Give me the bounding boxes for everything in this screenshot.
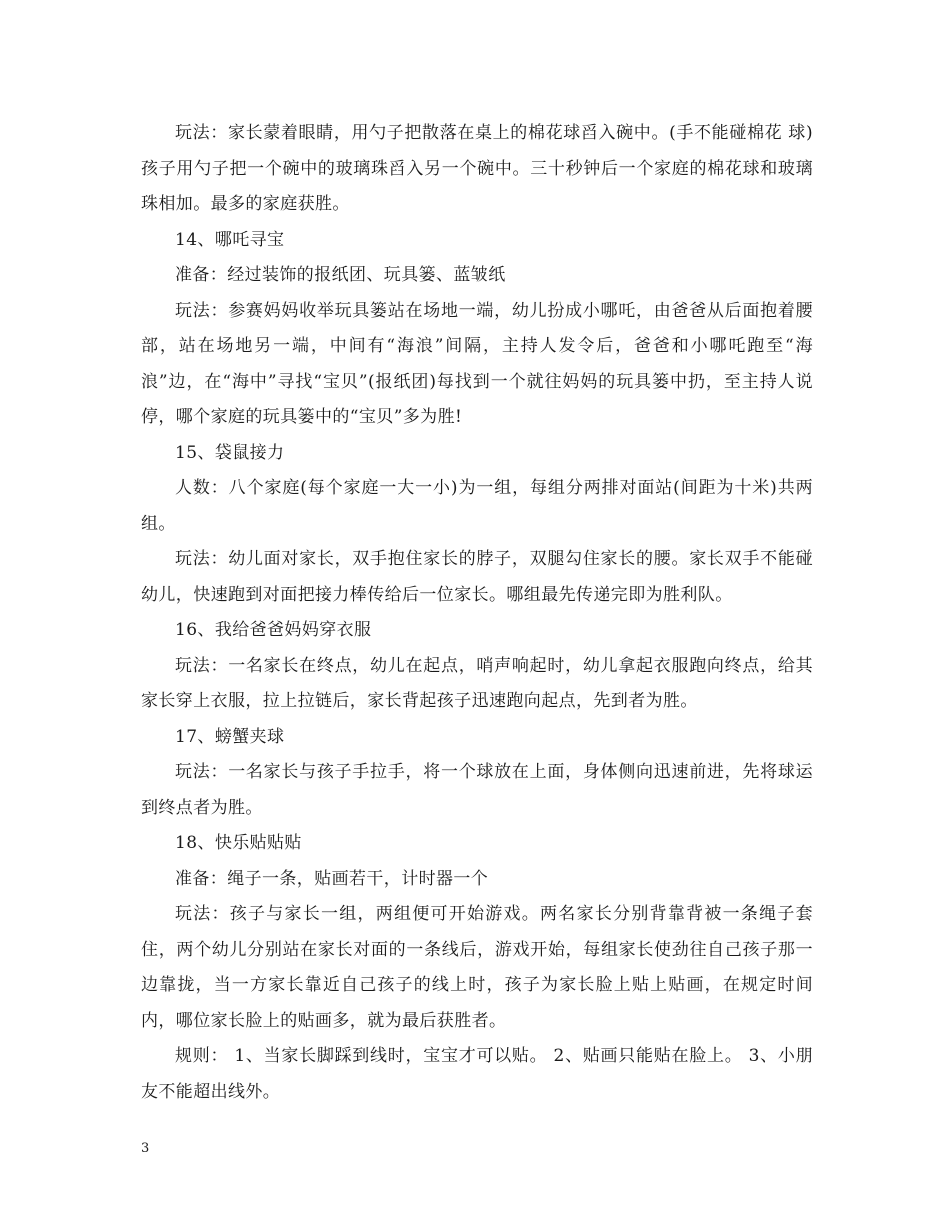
page-body — [141, 116, 813, 1110]
heading-nezha-treasure-hunt: 14、哪吒寻宝 — [175, 229, 285, 250]
paragraph-stickers-rules: 规则： 1、当家长脚踩到线时，宝宝才可以贴。 2、贴画只能贴在脸上。 3、小朋友不能超出线外。 — [141, 1046, 813, 1102]
paragraph-dress-parents-gameplay: 玩法：一名家长在终点，幼儿在起点，哨声响起时，幼儿拿起衣服跑向终点，给其家长穿上衣服，拉上拉链后，家长背起孩子迅速跑向起点，先到者为胜。 — [141, 655, 813, 711]
paragraph-crab-ball-gameplay: 玩法：一名家长与孩子手拉手，将一个球放在上面，身体侧向迅速前进，先将球运到终点者为胜。 — [141, 762, 813, 818]
heading-dress-parents: 16、我给爸爸妈妈穿衣服 — [175, 620, 372, 640]
paragraph-cotton-ball-gameplay: 玩法：家长蒙着眼睛，用勺子把散落在桌上的棉花球舀入碗中。(手不能碰棉花 球)孩子用勺子把一个碗中的玻璃珠舀入另一个碗中。三十秒钟后一个家庭的棉花球和玻璃珠相加。最多的家庭获胜。 — [141, 123, 813, 214]
heading-happy-stickers: 18、快乐贴贴贴 — [175, 833, 302, 853]
heading-crab-ball: 17、螃蟹夹球 — [175, 726, 285, 747]
paragraph-nezha-gameplay: 玩法：参赛妈妈收举玩具篓站在场地一端，幼儿扮成小哪吒，由爸爸从后面抱着腰部，站在场地另一端，中间有“海浪”间隔，主持人发令后，爸爸和小哪吒跑至“海浪”边，在“海中”寻找“宝贝”(报纸团)每找到一个就往妈妈的玩具篓中扔，至主持人说停，哪个家庭的玩具篓中的“宝贝”多为胜! — [141, 300, 813, 427]
paragraph-stickers-preparation: 准备：绳子一条，贴画若干，计时器一个 — [175, 868, 489, 889]
paragraph-kangaroo-participants: 人数：八个家庭(每个家庭一大一小)为一组，每组分两排对面站(间距为十米)共两组。 — [141, 478, 813, 534]
page-number: 3 — [141, 1141, 150, 1156]
paragraph-kangaroo-gameplay: 玩法：幼儿面对家长，双手抱住家长的脖子，双腿勾住家长的腰。家长双手不能碰幼儿，快速跑到对面把接力棒传给后一位家长。哪组最先传递完即为胜利队。 — [141, 549, 813, 605]
heading-kangaroo-relay: 15、袋鼠接力 — [175, 442, 285, 463]
paragraph-nezha-preparation: 准备：经过装饰的报纸团、玩具篓、蓝皱纸 — [175, 265, 506, 285]
paragraph-stickers-gameplay: 玩法：孩子与家长一组，两组便可开始游戏。两名家长分别背靠背被一条绳子套住，两个幼儿分别站在家长对面的一条线后，游戏开始，每组家长使劲往自己孩子那一边靠拢，当一方家长靠近自己孩子的线上时，孩子为家长脸上贴上贴画，在规定时间内，哪位家长脸上的贴画多，就为最后获胜者。 — [141, 904, 813, 1031]
